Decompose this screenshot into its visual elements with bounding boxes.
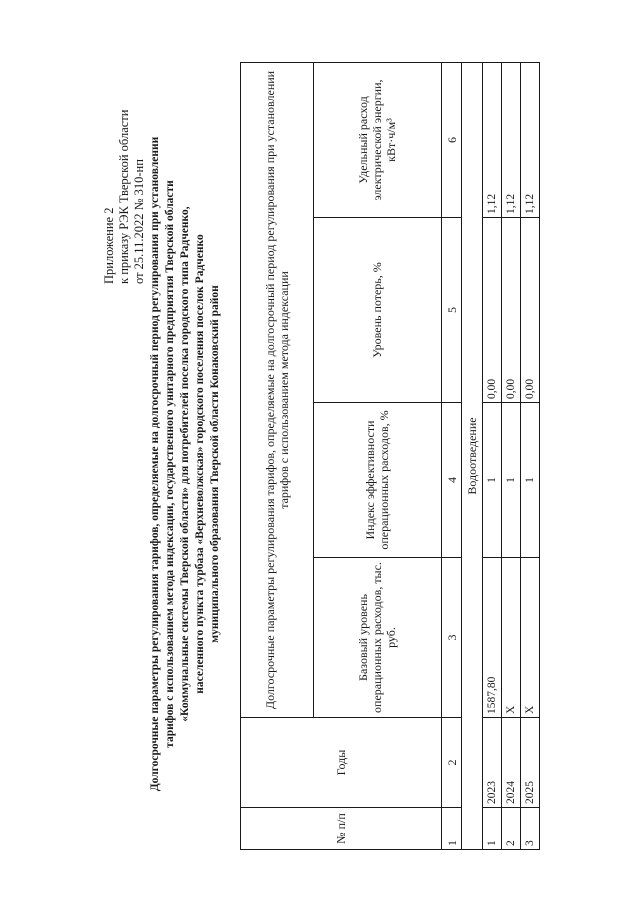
appendix-line: от 25.11.2022 № 310-нп [132, 159, 146, 284]
cell-energy: 1,12 [501, 62, 520, 217]
cell-loss-level: 0,00 [501, 218, 520, 403]
header-cell-loss-level: Уровень потерь, % [313, 218, 442, 403]
appendix-block [102, 54, 147, 284]
header-cell-number: № п/п [241, 808, 442, 850]
header-cell-energy-consumption: Удельный расход электрической энергии, кВт·ч/м³ [313, 62, 442, 217]
appendix-line: к приказу РЭК Тверской области [117, 109, 131, 284]
title-line: муниципального образования Тверской области Конаковский район [209, 285, 221, 643]
table-row [520, 62, 539, 849]
cell-loss-level: 0,00 [520, 218, 539, 403]
column-number: 3 [442, 558, 462, 718]
cell-efficiency-index: 1 [501, 403, 520, 558]
column-number: 2 [442, 718, 462, 808]
cell-number: 3 [520, 808, 539, 850]
cell-base-opex: Х [520, 558, 539, 718]
cell-base-opex: Х [501, 558, 520, 718]
cell-number: 1 [482, 808, 501, 850]
table-row [501, 62, 520, 849]
cell-number: 2 [501, 808, 520, 850]
table-header-row [241, 62, 314, 849]
column-number: 4 [442, 403, 462, 558]
section-row [462, 62, 482, 849]
title-line: населенного пункта турбаза «Верхневолжская» городского поселения поселок Радченко [194, 234, 206, 694]
title-line: Долгосрочные параметры регулирования тарифов, определяемые на долгосрочный период регулирования при установлении [149, 136, 161, 792]
section-title: Водоотведение [462, 62, 482, 849]
header-cell-group: Долгосрочные параметры регулирования тарифов, определяемые на долгосрочный период регулирования при установлении тарифов с использованием метода индексации [241, 62, 314, 717]
column-number: 6 [442, 62, 462, 217]
title-line: тарифов с использованием метода индексации, государственного унитарного предприятия Тверской области [164, 180, 176, 748]
cell-year: 2023 [482, 718, 501, 808]
column-number-row [442, 62, 462, 849]
cell-base-opex: 1587,80 [482, 558, 501, 718]
header-cell-years: Годы [241, 718, 442, 808]
header-cell-base-opex: Базовый уровень операционных расходов, тыс. руб. [313, 558, 442, 718]
cell-energy: 1,12 [520, 62, 539, 217]
column-number: 1 [442, 808, 462, 850]
cell-year: 2024 [501, 718, 520, 808]
cell-efficiency-index: 1 [482, 403, 501, 558]
appendix-line: Приложение 2 [102, 207, 116, 284]
table-row [482, 62, 501, 849]
parameters-table [240, 62, 540, 850]
header-cell-efficiency-index: Индекс эффективности операционных расходов, % [313, 403, 442, 558]
cell-loss-level: 0,00 [482, 218, 501, 403]
document-title [148, 104, 223, 824]
cell-energy: 1,12 [482, 62, 501, 217]
cell-efficiency-index: 1 [520, 403, 539, 558]
title-line: «Коммунальные системы Тверской области» для потребителей поселка городского типа Радченко, [179, 206, 191, 722]
column-number: 5 [442, 218, 462, 403]
cell-year: 2025 [520, 718, 539, 808]
